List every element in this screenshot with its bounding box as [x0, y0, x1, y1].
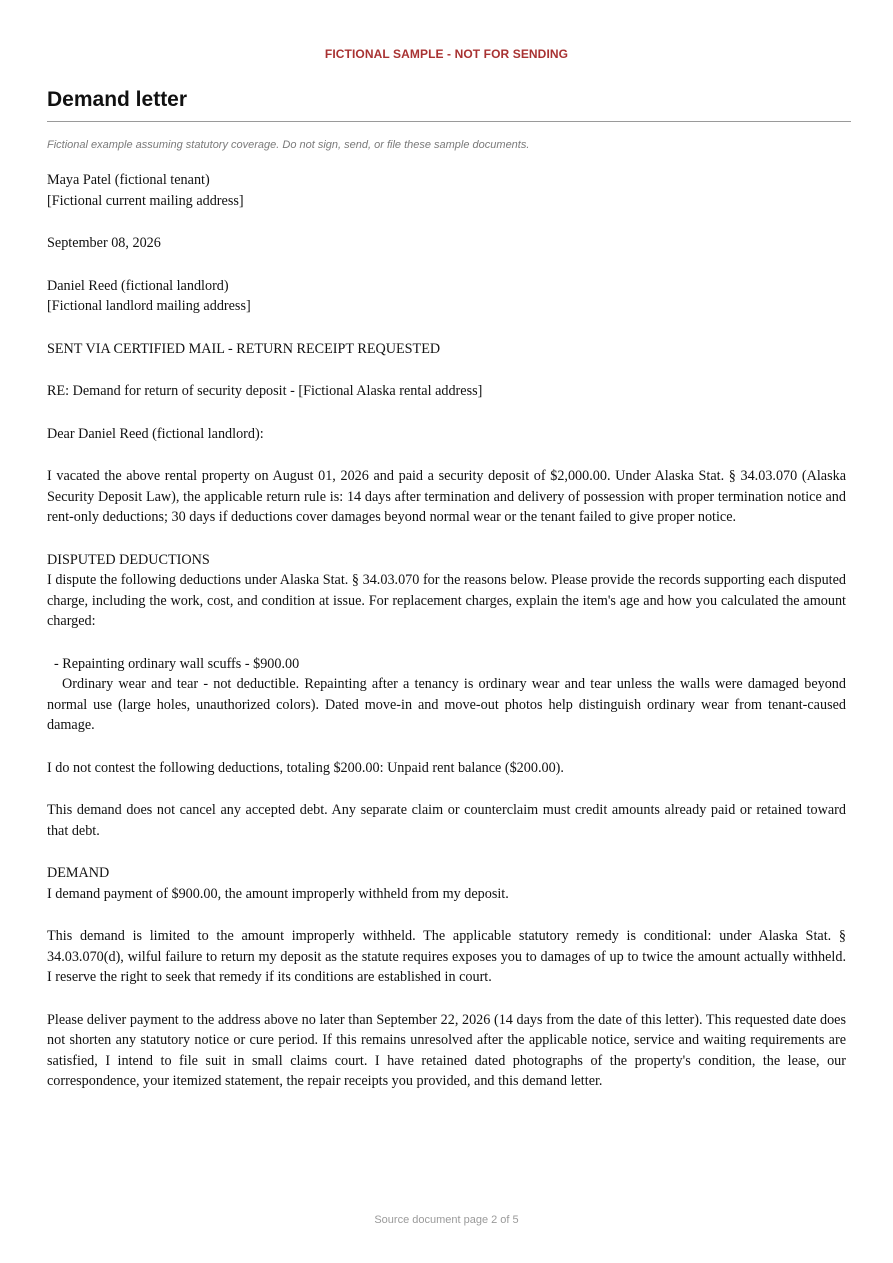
sender-name: Maya Patel (fictional tenant)	[47, 172, 210, 188]
debt-paragraph: This demand does not cancel any accepted debt. Any separate claim or counterclaim must credit amounts already paid or retained toward that debt.	[47, 802, 846, 839]
sample-banner: FICTIONAL SAMPLE - NOT FOR SENDING	[324, 47, 569, 61]
title-divider	[47, 121, 851, 122]
remedy-paragraph: This demand is limited to the amount improperly withheld. The applicable statutory remedy is conditional: under Alaska Stat. § 34.03.070(d), wilful failure to return my deposit as the statute requires exposes you to damages of up to twice the amount actually withheld. I reserve the right to seek that remedy if its conditions are established in court.	[47, 928, 846, 985]
delivery-method: SENT VIA CERTIFIED MAIL - RETURN RECEIPT REQUESTED	[47, 340, 441, 357]
salutation: Dear Daniel Reed (fictional landlord):	[47, 425, 264, 442]
sender-address: [Fictional current mailing address]	[47, 192, 244, 209]
demand-section	[47, 863, 846, 904]
demand-text: I demand payment of $900.00, the amount improperly withheld from my deposit.	[47, 885, 509, 902]
recipient-address: [Fictional landlord mailing address]	[47, 298, 251, 314]
page-footer: Source document page 2 of 5	[374, 1214, 519, 1226]
disputed-item-title: - Repainting ordinary wall scuffs - $900.00	[54, 655, 300, 672]
disputed-text: I dispute the following deductions under Alaska Stat. § 34.03.070 for the reasons below. Please provide the records supporting each disputed charge, including the work, cost, and condition at issue. For replacement charges, explain the item's age and how you calculated the amount charged:	[47, 572, 846, 629]
payment-paragraph: Please deliver payment to the address above no later than September 22, 2026 (14 days from the date of this letter). This requested date does not shorten any statutory notice or cure period. If this remains unresolved after the applicable notice, service and waiting requirements are satisfied, I intend to file suit in small claims court. I have retained dated photographs of the property's condition, the lease, our correspondence, your itemized statement, the repair receipts you provided, and this demand letter.	[47, 1011, 846, 1089]
disputed-heading: DISPUTED DEDUCTIONS	[47, 551, 210, 568]
intro-paragraph: I vacated the above rental property on August 01, 2026 and paid a security deposit of $2,000.00. Under Alaska Stat. § 34.03.070 (Alaska Security Deposit Law), the applicable return rule is: 14 days after termination and delivery of possession with proper termination notice and rent-only deductions; 30 days if deductions cover damages beyond normal wear or the tenant failed to give proper notice.	[47, 468, 846, 525]
recipient-block	[47, 276, 846, 317]
demand-heading: DEMAND	[47, 865, 110, 881]
uncontested-paragraph: I do not contest the following deductions, totaling $200.00: Unpaid rent balance ($200.00).	[47, 759, 564, 776]
page-title: Demand letter	[47, 88, 188, 111]
recipient-name: Daniel Reed (fictional landlord)	[47, 277, 229, 294]
disclaimer-note: Fictional example assuming statutory coverage. Do not sign, send, or file these sample documents.	[47, 139, 530, 151]
disputed-section	[47, 550, 846, 632]
letter-date: September 08, 2026	[47, 235, 161, 251]
disputed-item	[47, 654, 846, 736]
letter-body	[47, 170, 846, 1092]
subject-line: RE: Demand for return of security deposit - [Fictional Alaska rental address]	[47, 383, 483, 399]
disputed-item-reason: Ordinary wear and tear - not deductible. Repainting after a tenancy is ordinary wear and tear unless the walls were damaged beyond normal use (large holes, unauthorized colors). Dated move-in and move-out photos help distinguish ordinary wear from tenant-caused damage.	[47, 676, 846, 733]
sender-block	[47, 170, 846, 211]
